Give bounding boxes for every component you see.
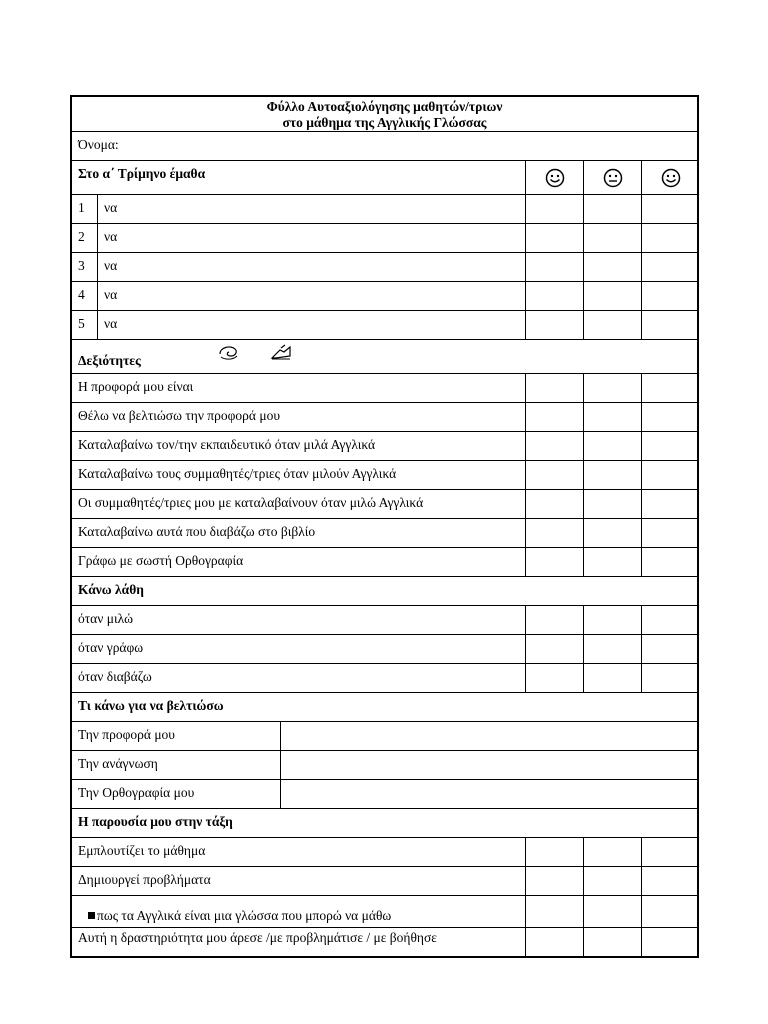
- rating-cell[interactable]: [525, 224, 583, 252]
- title-line-2: στο μάθημα της Αγγλικής Γλώσσας: [282, 115, 487, 130]
- term-num: 4: [78, 287, 85, 302]
- skill-text: Η προφορά μου είναι: [78, 379, 194, 394]
- term-row-2: [72, 224, 697, 253]
- rating-cell[interactable]: [641, 928, 699, 956]
- skills-header-row: [72, 340, 697, 374]
- skill-text: Καταλαβαίνω τους συμμαθητές/τριες όταν μιλούν Αγγλικά: [78, 466, 397, 481]
- term-num: 1: [78, 200, 85, 215]
- improve-text: Την προφορά μου: [78, 727, 175, 742]
- skill-row: [72, 403, 697, 432]
- term-text: να: [104, 200, 118, 215]
- bullet-statement: [88, 908, 391, 924]
- rating-cell[interactable]: [583, 896, 641, 927]
- mistake-row: [72, 664, 697, 693]
- improve-answer-cell[interactable]: [280, 751, 699, 779]
- rating-cell[interactable]: [641, 224, 699, 252]
- term-text: να: [104, 316, 118, 331]
- sheet-title: [72, 97, 697, 131]
- rating-cell[interactable]: [525, 838, 583, 866]
- improve-header-row: [72, 693, 697, 722]
- improve-answer-cell[interactable]: [280, 722, 699, 750]
- term-header: Στο α΄ Τρίμηνο έμαθα: [78, 166, 206, 181]
- rating-cell[interactable]: [525, 490, 583, 518]
- mistake-text: όταν γράφω: [78, 640, 144, 655]
- skills-header: Δεξιότητες: [78, 353, 141, 368]
- rating-cell[interactable]: [641, 195, 699, 223]
- name-label: Όνομα:: [78, 137, 119, 152]
- title-line-1: Φύλλο Αυτοαξιολόγησης μαθητών/τριων: [266, 99, 503, 114]
- rating-cell[interactable]: [525, 548, 583, 576]
- title-row: [72, 97, 697, 132]
- term-num: 5: [78, 316, 85, 331]
- rating-cell[interactable]: [525, 635, 583, 663]
- rating-cell[interactable]: [641, 896, 699, 927]
- rating-cell[interactable]: [525, 896, 583, 927]
- term-text-cell[interactable]: [97, 195, 525, 223]
- name-row: [72, 132, 697, 161]
- rating-cell[interactable]: [583, 432, 641, 460]
- rating-cell[interactable]: [583, 195, 641, 223]
- rating-cell[interactable]: [583, 282, 641, 310]
- rating-cell[interactable]: [583, 928, 641, 956]
- mistake-text: όταν διαβάζω: [78, 669, 152, 684]
- rating-cell[interactable]: [583, 548, 641, 576]
- term-row-5: [72, 311, 697, 340]
- bullet-row: [72, 896, 697, 928]
- presence-header-row: [72, 809, 697, 838]
- skill-row: [72, 490, 697, 519]
- rating-cell[interactable]: [583, 253, 641, 281]
- skill-row: [72, 548, 697, 577]
- rating-cell[interactable]: [641, 432, 699, 460]
- rating-cell[interactable]: [641, 838, 699, 866]
- rating-cell[interactable]: [583, 519, 641, 547]
- writing-hand-icon: [270, 344, 292, 360]
- term-row-3: [72, 253, 697, 282]
- term-text-cell[interactable]: [97, 282, 525, 310]
- rating-cell[interactable]: [583, 403, 641, 431]
- skill-row: [72, 432, 697, 461]
- term-text-cell[interactable]: [97, 253, 525, 281]
- rating-cell[interactable]: [583, 838, 641, 866]
- rating-cell[interactable]: [583, 635, 641, 663]
- rating-cell[interactable]: [525, 253, 583, 281]
- bullet-text: πως τα Αγγλικά είναι μια γλώσσα που μπορώ να μάθω: [97, 908, 392, 923]
- skill-row: [72, 519, 697, 548]
- presence-text: Εμπλουτίζει το μάθημα: [78, 843, 206, 858]
- rating-cell[interactable]: [583, 606, 641, 634]
- mistake-row: [72, 606, 697, 635]
- rating-cell[interactable]: [525, 664, 583, 692]
- skill-row: [72, 461, 697, 490]
- presence-header: Η παρουσία μου στην τάξη: [78, 814, 233, 829]
- term-text-cell[interactable]: [97, 311, 525, 339]
- mistake-row: [72, 635, 697, 664]
- term-header-row: [72, 161, 697, 195]
- rating-cell[interactable]: [641, 403, 699, 431]
- rating-cell[interactable]: [525, 432, 583, 460]
- smiley-happy-icon: [545, 168, 565, 188]
- rating-cell[interactable]: [583, 867, 641, 895]
- smiley-happy-cell: [525, 161, 583, 194]
- rating-cell[interactable]: [525, 195, 583, 223]
- rating-cell[interactable]: [641, 867, 699, 895]
- presence-row: [72, 867, 697, 896]
- rating-cell[interactable]: [583, 311, 641, 339]
- rating-cell[interactable]: [525, 282, 583, 310]
- term-text: να: [104, 287, 118, 302]
- term-num: 3: [78, 258, 85, 273]
- smiley-happy-2-cell: [641, 161, 699, 194]
- smiley-neutral-icon: [603, 168, 623, 188]
- rating-cell[interactable]: [641, 253, 699, 281]
- rating-cell[interactable]: [525, 928, 583, 956]
- rating-cell[interactable]: [641, 548, 699, 576]
- rating-cell[interactable]: [525, 461, 583, 489]
- rating-cell[interactable]: [641, 490, 699, 518]
- rating-cell[interactable]: [525, 519, 583, 547]
- rating-cell[interactable]: [583, 490, 641, 518]
- mistakes-header-row: [72, 577, 697, 606]
- rating-cell[interactable]: [641, 461, 699, 489]
- term-text: να: [104, 258, 118, 273]
- rating-cell[interactable]: [583, 461, 641, 489]
- presence-text: Δημιουργεί προβλήματα: [78, 872, 211, 887]
- skill-text: Καταλαβαίνω τον/την εκπαιδευτικό όταν μιλά Αγγλικά: [78, 437, 376, 452]
- mistakes-header: Κάνω λάθη: [78, 582, 144, 597]
- rating-cell[interactable]: [583, 664, 641, 692]
- bullet-marker: [88, 912, 95, 919]
- rating-cell[interactable]: [525, 867, 583, 895]
- term-row-1: [72, 195, 697, 224]
- rating-cell[interactable]: [525, 403, 583, 431]
- rating-cell[interactable]: [641, 635, 699, 663]
- skill-text: Οι συμμαθητές/τριες μου με καταλαβαίνουν όταν μιλώ Αγγλικά: [78, 495, 424, 510]
- activity-row: [72, 928, 697, 956]
- rating-cell[interactable]: [641, 374, 699, 402]
- improve-text: Την Ορθογραφία μου: [78, 785, 195, 800]
- rating-cell[interactable]: [525, 311, 583, 339]
- improve-row: [72, 722, 697, 751]
- rating-cell[interactable]: [641, 664, 699, 692]
- rating-cell[interactable]: [641, 519, 699, 547]
- improve-header: Τι κάνω για να βελτιώσω: [78, 698, 224, 713]
- skill-text: Γράφω με σωστή Ορθογραφία: [78, 553, 244, 568]
- rating-cell[interactable]: [583, 224, 641, 252]
- skill-row: [72, 374, 697, 403]
- skill-text: Καταλαβαίνω αυτά που διαβάζω στο βιβλίο: [78, 524, 316, 539]
- skill-text: Θέλω να βελτιώσω την προφορά μου: [78, 408, 281, 423]
- rating-cell[interactable]: [641, 606, 699, 634]
- improve-row: [72, 780, 697, 809]
- improve-row: [72, 751, 697, 780]
- rating-cell[interactable]: [525, 606, 583, 634]
- improve-text: Την ανάγνωση: [78, 756, 158, 771]
- term-text: να: [104, 229, 118, 244]
- rating-cell[interactable]: [583, 374, 641, 402]
- improve-answer-cell[interactable]: [280, 780, 699, 808]
- rating-cell[interactable]: [641, 311, 699, 339]
- term-num: 2: [78, 229, 85, 244]
- mistake-text: όταν μιλώ: [78, 611, 134, 626]
- smiley-happy-icon-2: [661, 168, 681, 188]
- rating-cell[interactable]: [641, 282, 699, 310]
- presence-row: [72, 838, 697, 867]
- term-text-cell[interactable]: [97, 224, 525, 252]
- term-row-4: [72, 282, 697, 311]
- smiley-neutral-cell: [583, 161, 641, 194]
- rating-cell[interactable]: [525, 374, 583, 402]
- activity-text: Αυτή η δραστηριότητα μου άρεσε /με προβλημάτισε / με βοήθησε: [78, 930, 437, 945]
- ear-icon: [217, 344, 241, 362]
- self-assessment-table: [70, 95, 699, 958]
